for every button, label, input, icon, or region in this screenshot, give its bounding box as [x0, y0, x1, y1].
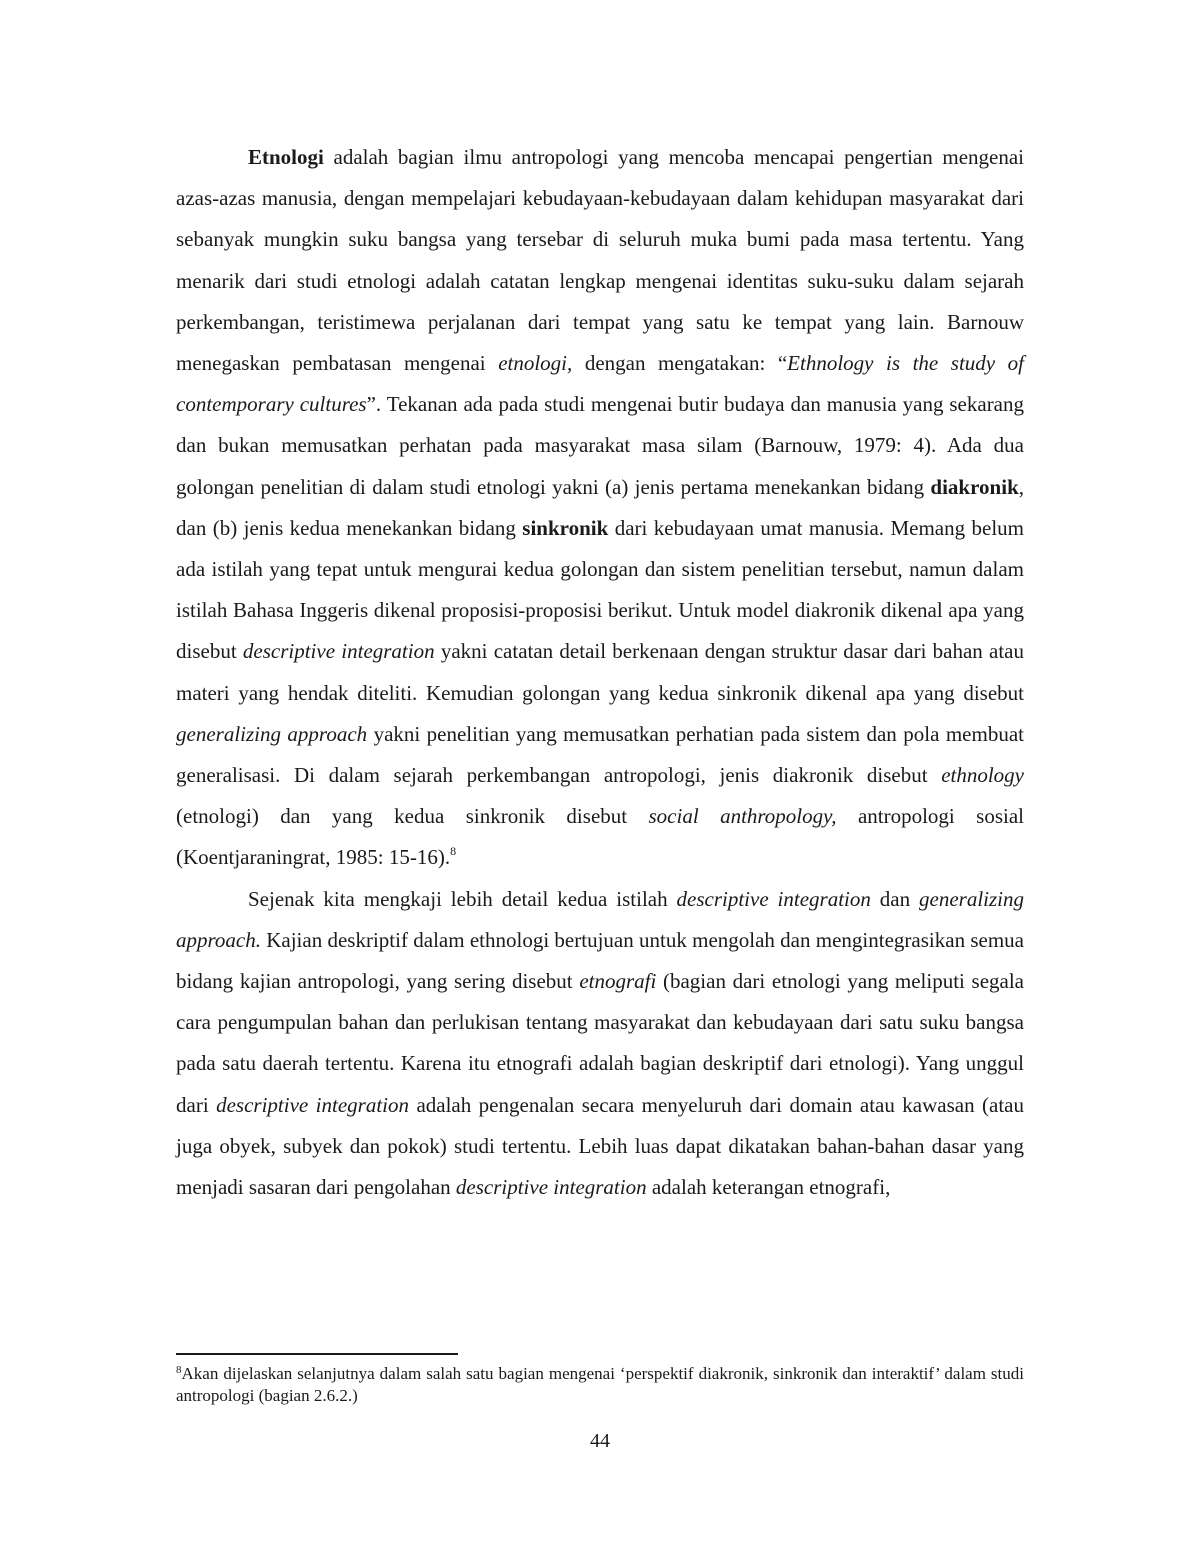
- quote-italic: Ethnology is the study of contemporary cultures: [176, 351, 1024, 417]
- text-run: (bagian dari etnologi yang meliputi segala cara pengumpulan bahan dan perlukisan tentang masyarakat dan kebudayaan dari satu suku bangsa pada satu daerah tertentu. Karena itu etnografi adalah bagian deskriptif dari etnologi). Yang unggul dari: [176, 969, 1024, 1117]
- footnote-reference[interactable]: 8: [450, 844, 457, 859]
- italic-term: generalizing approach.: [176, 886, 1025, 952]
- italic-term: etnografi: [579, 969, 657, 994]
- paragraph-1: [176, 137, 1024, 879]
- term-sinkronik: sinkronik: [522, 515, 609, 540]
- text-run: antropologi sosial (Koentjaraningrat, 1985: 15-16).: [176, 804, 1025, 870]
- term-etnologi: Etnologi: [248, 145, 324, 169]
- text-run: dengan mengatakan: “: [572, 351, 788, 376]
- text-run: adalah keterangan etnografi,: [646, 1175, 891, 1200]
- text-run: dari kebudayaan umat manusia. Memang belum ada istilah yang tepat untuk mengurai kedua golongan dan sistem penelitian tersebut, namun dalam istilah Bahasa Inggeris dikenal proposisi-proposisi berikut. Untuk model diakronik dikenal apa yang disebut: [176, 515, 1024, 664]
- text-run: dan: [870, 886, 920, 911]
- italic-term: social anthropology,: [648, 804, 837, 829]
- footnote: [176, 1363, 1024, 1407]
- italic-term: descriptive integration: [216, 1092, 409, 1117]
- text-run: (etnologi) dan yang kedua sinkronik disebut: [176, 804, 649, 829]
- text-run: adalah pengenalan secara menyeluruh dari domain atau kawasan (atau juga obyek, subyek dan pokok) studi tertentu. Lebih luas dapat dikatakan bahan-bahan dasar yang menjadi sasaran dari pengolahan: [176, 1092, 1024, 1200]
- text-run: yakni catatan detail berkenaan dengan struktur dasar dari bahan atau materi yang hendak diteliti. Kemudian golongan yang kedua sinkronik dikenal apa yang disebut: [176, 639, 1024, 705]
- text-run: yakni penelitian yang memusatkan perhatian pada sistem dan pola membuat generalisasi. Di dalam sejarah perkembangan antropologi, jenis diakronik disebut: [176, 721, 1024, 788]
- text-run: Kajian deskriptif dalam ethnologi bertujuan untuk mengolah dan mengintegrasikan semua bidang kajian antropologi, yang sering disebut: [176, 927, 1024, 994]
- italic-term: generalizing approach: [176, 721, 368, 746]
- italic-term: etnologi,: [498, 351, 573, 376]
- text-run: ”. Tekanan ada pada studi mengenai butir budaya dan manusia yang sekarang dan bukan memusatkan perhatan pada masyarakat masa silam (Barnouw, 1979: 4). Ada dua golongan penelitian di dalam studi etnologi yakni (a) jenis pertama menekankan bidang: [176, 392, 1025, 499]
- footnote-separator: [176, 1353, 458, 1355]
- italic-term: descriptive integration: [676, 886, 871, 911]
- text-run: , dan (b) jenis kedua menekankan bidang: [176, 474, 1024, 540]
- italic-term: descriptive integration: [242, 639, 435, 664]
- body-text: [176, 137, 1024, 1208]
- text-run: adalah bagian ilmu antropologi yang mencoba mencapai pengertian mengenai azas-azas manusia, dengan mempelajari kebudayaan-kebudayaan dalam kehidupan masyarakat dari sebanyak mungkin suku bangsa yang tersebar di seluruh muka bumi pada masa tertentu. Yang menarik dari studi etnologi adalah catatan lengkap mengenai identitas suku-suku dalam sejarah perkembangan, teristimewa perjalanan dari tempat yang satu ke tempat yang lain. Barnouw menegaskan pembatasan mengenai: [176, 145, 1024, 376]
- italic-term: ethnology: [941, 763, 1024, 788]
- paragraph-2: [176, 879, 1024, 1209]
- italic-term: descriptive integration: [455, 1175, 647, 1200]
- page-number: 44: [590, 1430, 610, 1452]
- text-run: Sejenak kita mengkaji lebih detail kedua istilah: [248, 886, 677, 911]
- footnote-marker: 8: [176, 1364, 182, 1376]
- footnote-text: Akan dijelaskan selanjutnya dalam salah satu bagian mengenai ‘perspektif diakronik, sinkronik dan interaktif’ dalam studi antropologi (bagian 2.6.2.): [176, 1364, 1024, 1405]
- term-diakronik: diakronik: [930, 474, 1019, 499]
